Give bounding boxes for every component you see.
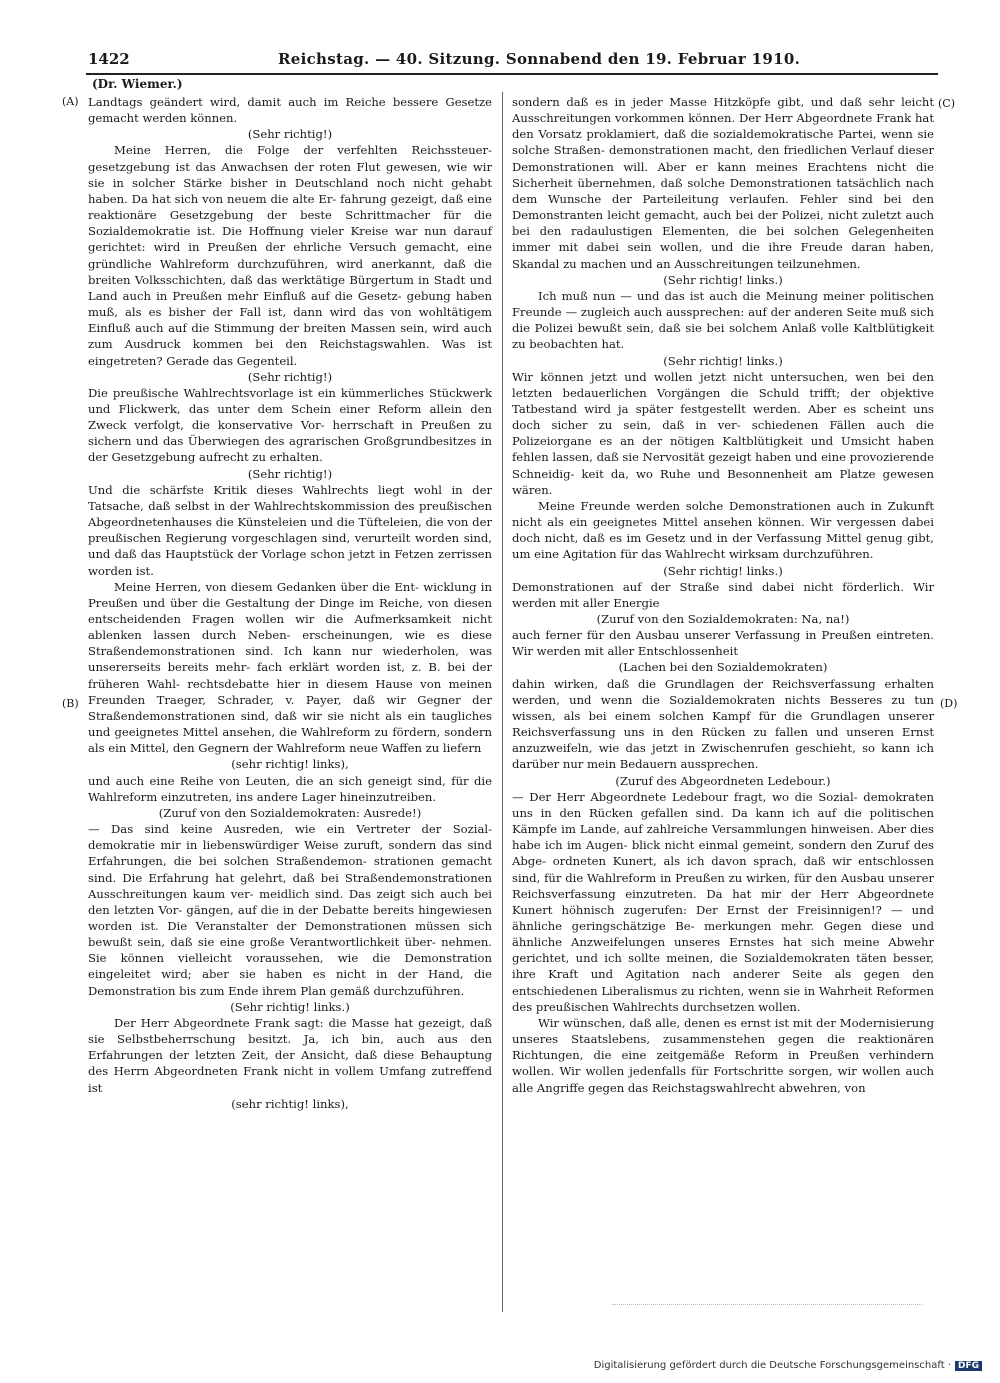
interjection: (Sehr richtig! links.) [230,999,350,1014]
paragraph: Der Herr Abgeordnete Frank sagt: die Masse hat gezeigt, daß sie Selbstbeherrschung besitzt. Ja, ich bin, auch aus den Erfahrungen der letzten Zeit, der Ansicht, daß diese Behauptung des Herrn Abgeordneten Frank nicht in vollem Umfang zutreffend ist [88,1015,492,1095]
paragraph: Meine Herren, von diesem Gedanken über die Ent- wicklung in Preußen und über die Gestaltung der Dinge im Reiche, von diesen entscheidenden Fragen wollen wir die Aufmerksamkeit nicht ablenken lassen durch Neben- erscheinungen, wie es diese Straßendemonstrationen sind. Ich kann nur wiederholen, was unsererseits bereits mehr- fach erklärt worden ist, z. B. bei der früheren Wahl- rechtsdebatte hier in diesem Hause von meinen Freunden Traeger, Schrader, v. Payer, daß wir Gegner der Straßendemonstrationen sind, daß wir sie nicht als ein taugliches und geeignetes Mittel ansehen, die Wahlreform zu fördern, sondern als ein Mittel, den Gegnern der Wahlreform neue Waffen zu liefern [88,579,492,756]
paragraph: Ich muß nun — und das ist auch die Meinung meiner politischen Freunde — zugleich auch aussprechen: auf der anderen Seite muß sich die Polizei bewußt sein, daß sie bei solchem Anlaß volle Kaltblütigkeit zu beobachten hat. [512,288,934,352]
running-title: Reichstag. — 40. Sitzung. Sonnabend den 19. Februar 1910. [278,50,801,68]
interjection: (Sehr richtig! links.) [663,272,783,287]
paragraph: Wir wünschen, daß alle, denen es ernst ist mit der Modernisierung unseres Staatslebens, zusammenstehen gegen die reaktionären Richtungen, die eine zeitgemäße Reform in Preußen verhindern wollen. Wir wollen jedenfalls für Fortschritte sorgen, wir wollen auch alle Angriffe gegen das Reichstagswahlrecht abwehren, von [512,1015,934,1095]
paragraph: Meine Herren, die Folge der verfehlten Reichssteuer- gesetzgebung ist das Anwachsen der roten Flut gewesen, wie wir sie in solcher Stärke bisher in Deutschland noch nicht gehabt haben. Da hat sich von neuem die alte Er- fahrung gezeigt, daß eine reaktionäre Gesetzgebung der beste Schrittmacher für die Sozialdemokratie ist. Die Hoffnung vieler Kreise war nun darauf gerichtet: wird in Preußen der ehrliche Versuch gemacht, eine gründliche Wahlreform durchzuführen, wird anerkannt, daß die breiten Volksschichten, daß das werktätige Bürgertum in Stadt und Land auch in Preußen mehr Einfluß auf die Gesetz- gebung haben muß, als es bisher der Fall ist, dann wird das von wohltätigem Einfluß auch auf die Stimmung der breiten Massen sein, wird auch zum Ausdruck kommen bei den Reichstagswahlen. Was ist eingetreten? Gerade das Gegenteil. [88,143,492,368]
left-column [88,94,492,1112]
margin-marker-d: (D) [940,697,958,710]
paragraph: Meine Freunde werden solche Demonstrationen auch in Zukunft nicht als ein geeignetes Mittel ansehen können. Wir vergessen dabei doch nicht, daß es im Gesetz und in der Verfassung Mittel genug gibt, um eine Agitation für das Wahlrecht wirksam durchzuführen. [512,498,934,562]
interjection: (Lachen bei den Sozialdemokraten) [618,660,828,675]
column-divider [502,92,503,1312]
paragraph: Demonstrationen auf der Straße sind dabei nicht förderlich. Wir werden mit aller Energie [512,579,934,610]
paragraph: Wir können jetzt und wollen jetzt nicht untersuchen, wen bei den letzten bedauerlichen Vorgängen die Schuld trifft; der objektive Tatbestand wird ja später festgestellt werden. Aber es scheint uns doch sicher zu sein, daß in ver- schiedenen Fällen auch die Polizeiorgane es an der nötigen Kaltblütigkeit und Umsicht haben fehlen lassen, daß sie Nervosität gezeigt haben und eine provozierende Schneidig- keit da, wo Ruhe und Besonnenheit am Platze gewesen wären. [512,369,934,497]
paragraph: dahin wirken, daß die Grundlagen der Reichsverfassung erhalten werden, und wenn die Sozialdemokraten nichts Besseres zu tun wissen, als bei einem solchen Kampf für die Grundlagen unserer Reichsverfassung uns in den Rücken zu fallen und unseren Ernst anzuzweifeln, wie das jetzt in Zwischenrufen geschieht, so kann ich darüber nur mein Bedauern aussprechen. [512,676,934,772]
interjection: (Sehr richtig!) [247,466,333,481]
paragraph: auch ferner für den Ausbau unserer Verfassung in Preußen eintreten. Wir werden mit aller Entschlossenheit [512,628,934,659]
paragraph: Die preußische Wahlrechtsvorlage ist ein kümmerliches Stückwerk und Flickwerk, das unter dem Schein einer Reform allein den Zweck verfolgt, die konservative Vor- herrschaft in Preußen zu sichern und das Überwiegen des agrarischen Großgrundbesitzes in der Gesetzgebung aufrecht zu erhalten. [88,385,492,465]
paragraph: — Der Herr Abgeordnete Ledebour fragt, wo die Sozial- demokraten uns in den Rücken gefallen sind. Da kann ich auf die politischen Kämpfe im Lande, auf zahlreiche Versammlungen hinweisen. Aber dies habe ich im Augen- blick nicht einmal gemeint, sondern den Zuruf des Abge- ordneten Kunert, als ich davon sprach, daß wir entschlossen sind, für die Wahlreform in Preußen zu wirken, für den Ausbau unserer Reichsverfassung einzutreten. Da hat mir der Herr Abgeordnete Kunert höhnisch zugerufen: Der Ernst der Freisinnigen!? — und ähnliche geringschätzige Be- merkungen mehr. Gegen diese und ähnliche Anzweifelungen unseres Ernstes hat sich meine Abwehr gerichtet, und ich sollte meinen, die Sozialdemokraten täten besser, ihre Kraft und Agitation nach anderer Seite als gegen den entschiedenen Liberalismus zu richten, wenn sie in Wahrheit Reformen des preußischen Wahlrechts durchsetzen wollen. [512,789,934,1014]
interjection: (Zuruf von den Sozialdemokraten: Ausrede!) [158,805,422,820]
interjection: (Sehr richtig! links.) [663,563,783,578]
footer-credit: Digitalisierung gefördert durch die Deutsche Forschungsgemeinschaft · [593,1360,951,1371]
header-rule [86,73,938,75]
page-number: 1422 [88,50,130,68]
interjection: (sehr richtig! links), [231,757,349,772]
dfg-logo: DFG [955,1361,982,1371]
interjection: (Zuruf von den Sozialdemokraten: Na, na!) [596,612,850,626]
interjection: (Sehr richtig!) [247,369,333,384]
right-column [512,94,934,1096]
paragraph: und auch eine Reihe von Leuten, die an sich geneigt sind, für die Wahlreform einzutreten, ins andere Lager hineinzutreiben. [88,773,492,804]
footer-dotted-line [612,1304,922,1305]
margin-marker-a: (A) [62,95,79,108]
paragraph: Landtags geändert wird, damit auch im Reiche bessere Gesetze gemacht werden können. [88,95,492,126]
interjection: (Zuruf des Abgeordneten Ledebour.) [615,773,831,788]
running-header [88,48,938,70]
interjection: (Sehr richtig! links.) [663,353,783,368]
margin-marker-b: (B) [62,697,79,710]
interjection: (Sehr richtig!) [247,127,333,142]
paragraph: Und die schärfste Kritik dieses Wahlrechts liegt wohl in der Tatsache, daß selbst in der Wahlrechtskommission des preußischen Abgeordnetenhauses die Künsteleien und die Tüfteleien, die von der preußischen Regierung vorgeschlagen sind, verurteilt worden sind, und daß das Hauptstück der Vorlage schon jetzt in Fetzen zerrissen worden ist. [88,482,492,578]
margin-marker-c: (C) [938,97,955,110]
paragraph: sondern daß es in jeder Masse Hitzköpfe gibt, und daß sehr leicht Ausschreitungen vorkommen können. Der Herr Abgeordnete Frank hat den Vorsatz proklamiert, daß die sozialdemokratische Partei, wenn sie solche Straßen- demonstrationen macht, den friedlichen Verlauf dieser Demonstrationen will. Aber er kann meines Erachtens nicht die Sicherheit übernehmen, daß solche Demonstrationen tatsächlich nach dem Wunsche der Parteileitung verlaufen. Fehler sind bei den Demonstranten leicht gemacht, auch bei der Polizei, nicht zuletzt auch bei den radaulustigen Elementen, die bei solchen Gelegenheiten immer mit dabei sein wollen, und die ihre Freude daran haben, Skandal zu machen und an Ausschreitungen teilzunehmen. [512,95,934,271]
speaker-name: (Dr. Wiemer.) [92,77,183,91]
footer [594,1360,982,1371]
interjection: (sehr richtig! links), [231,1096,349,1111]
paragraph: — Das sind keine Ausreden, wie ein Vertreter der Sozial- demokratie mir in liebenswürdiger Weise zuruft, sondern das sind Erfahrungen, die bei solchen Straßendemon- strationen gemacht sind. Die Erfahrung hat gelehrt, daß bei Straßendemonstrationen Ausschreitungen kaum ver- meidlich sind. Das zeigt sich auch bei den letzten Vor- gängen, auf die in der Debatte bereits hingewiesen worden ist. Die Veranstalter der Demonstrationen müssen sich bewußt sein, daß sie eine große Verantwortlichkeit über- nehmen. Sie können vielleicht voraussehen, wie die Demonstration eingeleitet wird; aber sie haben es nicht in der Hand, die Demonstration bis zum Ende ihrem Plan gemäß durchzuführen. [88,822,492,998]
